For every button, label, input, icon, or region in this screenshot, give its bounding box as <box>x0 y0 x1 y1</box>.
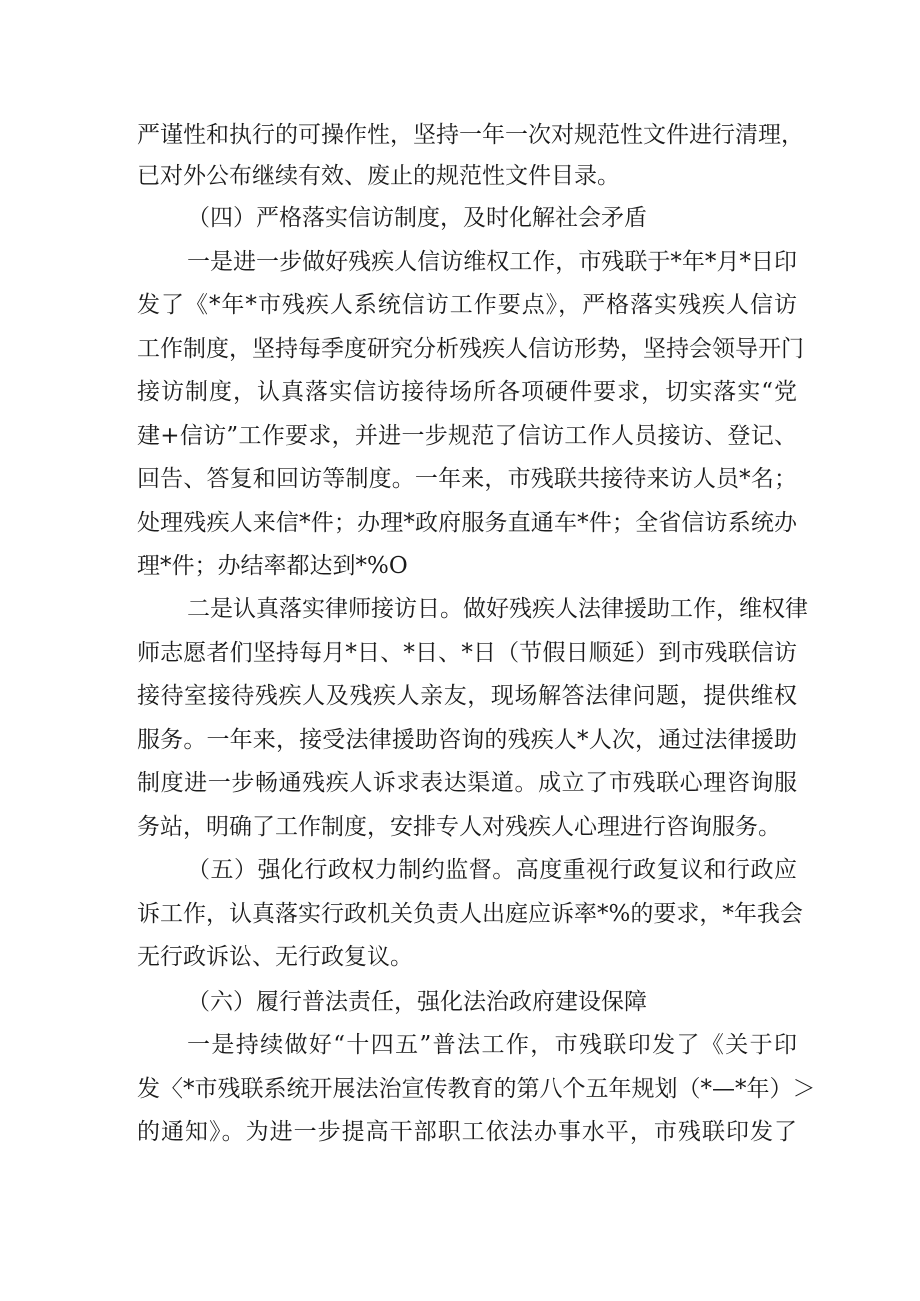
paragraph-line: 理*件；办结率都达到*%O <box>137 553 408 579</box>
paragraph-line: 建+信访”工作要求，并进一步规范了信访工作人员接访、登记、 <box>137 423 797 449</box>
paragraph-line: 一是进一步做好残疾人信访维权工作，市残联于*年*月*日印 <box>187 249 797 275</box>
paragraph-line: 接访制度，认真落实信访接待场所各项硬件要求，切实落实“党 <box>137 379 797 405</box>
paragraph-line: 无行政诉讼、无行政复议。 <box>137 944 413 970</box>
paragraph-line: 服务。一年来，接受法律援助咨询的残疾人*人次，通过法律援助 <box>137 727 797 753</box>
paragraph-line: 严谨性和执行的可操作性，坚持一年一次对规范性文件进行清理， <box>137 122 804 148</box>
paragraph-line: 处理残疾人来信*件；办理*政府服务直通车*件；全省信访系统办 <box>137 510 797 536</box>
paragraph-line: 一是持续做好“十四五”普法工作，市残联印发了《关于印 <box>187 1032 797 1058</box>
paragraph-line: 诉工作，认真落实行政机关负责人出庭应诉率*%的要求，*年我会 <box>137 901 803 927</box>
paragraph-line: 师志愿者们坚持每月*日、*日、*日（节假日顺延）到市残联信访 <box>137 640 797 666</box>
section-heading-6: （六）履行普法责任，强化法治政府建设保障 <box>187 989 647 1015</box>
paragraph-line: 发了《*年*市残疾人系统信访工作要点》，严格落实残疾人信访 <box>137 292 797 318</box>
paragraph-line: 务站，明确了工作制度，安排专人对残疾人心理进行咨询服务。 <box>137 814 781 840</box>
paragraph-line: 制度进一步畅通残疾人诉求表达渠道。成立了市残联心理咨询服 <box>137 770 797 796</box>
paragraph-line: 回告、答复和回访等制度。一年来，市残联共接待来访人员*名； <box>137 466 797 492</box>
paragraph-line: 工作制度，坚持每季度研究分析残疾人信访形势，坚持会领导开门 <box>137 336 804 362</box>
section-heading-5: （五）强化行政权力制约监督。高度重视行政复议和行政应 <box>187 857 797 883</box>
paragraph-line: 的通知》。为进一步提高干部职工依法办事水平，市残联印发了 <box>137 1119 797 1145</box>
paragraph-line: 二是认真落实律师接访日。做好残疾人法律援助工作，维权律 <box>187 596 808 622</box>
paragraph-line: 接待室接待残疾人及残疾人亲友，现场解答法律问题，提供维权 <box>137 683 797 709</box>
section-heading-4: （四）严格落实信访制度，及时化解社会矛盾 <box>187 205 647 231</box>
paragraph-line: 已对外公布继续有效、废止的规范性文件目录。 <box>137 163 620 189</box>
paragraph-line: 发〈*市残联系统开展法治宣传教育的第八个五年规划（*—*年）＞ <box>137 1076 816 1102</box>
